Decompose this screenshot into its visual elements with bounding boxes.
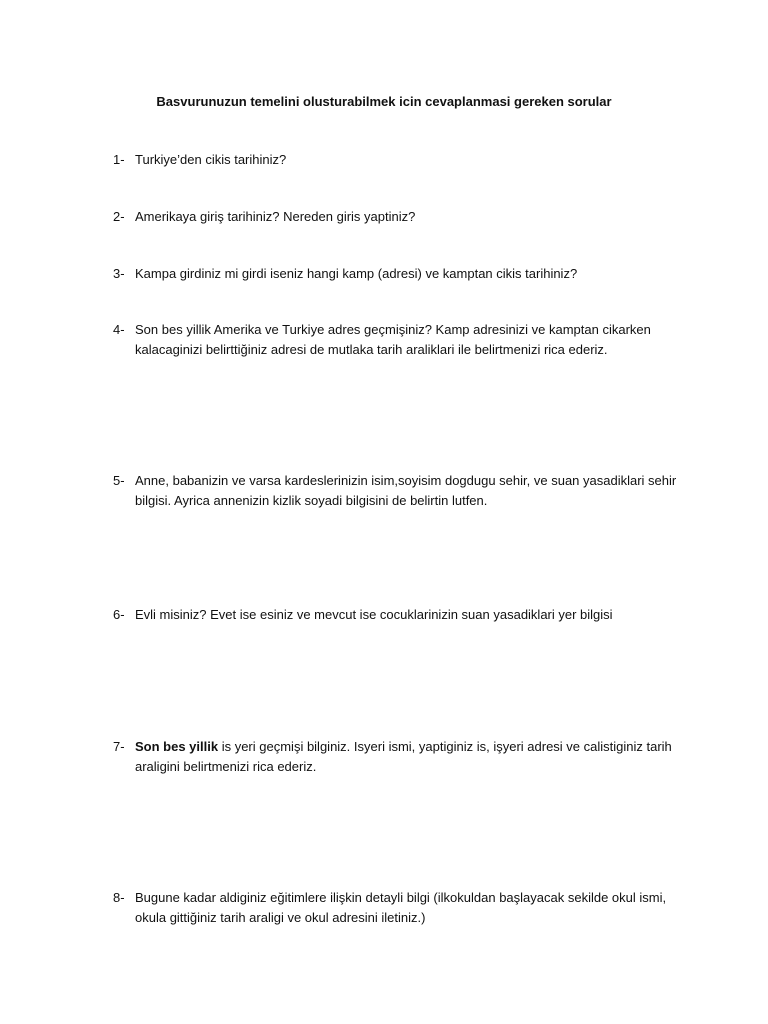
- question-number: 7-: [113, 739, 125, 754]
- question-text: Evli misiniz? Evet ise esiniz ve mevcut ise cocuklarinizin suan yasadiklari yer bilgisi: [135, 607, 613, 622]
- question-bold-text: Son bes yillik: [135, 739, 219, 754]
- question-1: [113, 150, 693, 170]
- question-6: [113, 605, 693, 625]
- question-number: 6-: [113, 607, 125, 622]
- question-number: 5-: [113, 473, 125, 488]
- question-text: [135, 737, 693, 777]
- question-text: Anne, babanizin ve varsa kardeslerinizin isim,soyisim dogdugu sehir, ve suan yasadiklari sehir bilgisi. Ayrica annenizin kizlik soyadi bilgisini de belirtin lutfen.: [135, 473, 677, 508]
- question-number: 8-: [113, 890, 125, 905]
- question-5: [113, 471, 693, 511]
- question-text: Bugune kadar aldiginiz eğitimlere ilişkin detayli bilgi (ilkokuldan başlayacak sekilde okul ismi, okula gittiğiniz tarih araligi ve okul adresini iletiniz.): [135, 890, 667, 925]
- question-number: 3-: [113, 266, 125, 281]
- question-8: [113, 888, 693, 928]
- question-number: 1-: [113, 152, 125, 167]
- question-text: Son bes yillik Amerika ve Turkiye adres geçmişiniz? Kamp adresinizi ve kamptan cikarken kalacaginizi belirttiğiniz adresi de mutlaka tarih araliklari ile belirtmenizi rica ederiz.: [135, 322, 651, 357]
- document-title: Basvurunuzun temelini olusturabilmek icin cevaplanmasi gereken sorular: [156, 94, 612, 109]
- question-number: 4-: [113, 322, 125, 337]
- question-7: [113, 737, 693, 777]
- question-rest-text: is yeri geçmişi bilginiz. Isyeri ismi, yaptiginiz is, işyeri adresi ve calistiginiz tarih araligini belirtmenizi rica ederiz.: [135, 739, 672, 774]
- question-2: [113, 207, 693, 227]
- question-4: [113, 320, 693, 360]
- question-number: 2-: [113, 209, 125, 224]
- question-text: Kampa girdiniz mi girdi iseniz hangi kamp (adresi) ve kamptan cikis tarihiniz?: [135, 266, 578, 281]
- question-text: Turkiye’den cikis tarihiniz?: [135, 152, 287, 167]
- question-3: [113, 264, 693, 284]
- question-text: Amerikaya giriş tarihiniz? Nereden giris yaptiniz?: [135, 209, 416, 224]
